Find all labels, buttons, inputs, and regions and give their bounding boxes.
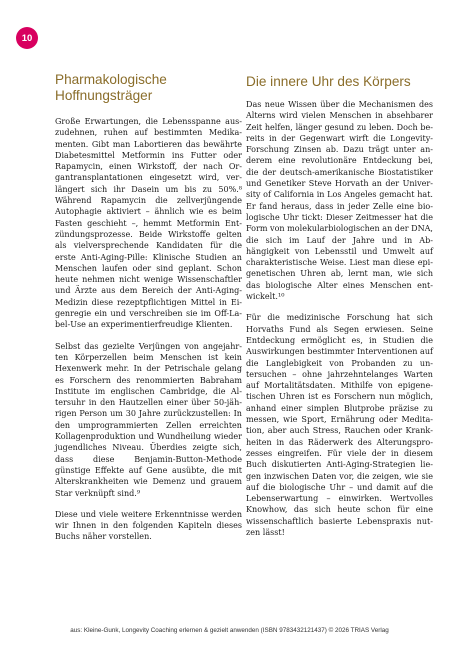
section-heading-pharmacological: Pharmakologische Hoffnungsträger bbox=[55, 72, 167, 103]
page-number-badge: 10 bbox=[16, 27, 38, 49]
paragraph: Selbst das gezielte Verjüngen von angejahrten Körperzellen beim Menschen ist kein Hexenwerk mehr. In der Petrischale gelang es Forschern des renommierten Babraham Institute im englischen Cambridge, die Altersuhr in den Hautzellen einer über 50-jährigen Person um 30 Jahre zurückzustellen: In den umprogrammierten Zellen erreichten Kollagenproduktion und Wundheilung wieder jugendliches Niveau. Überdies zeigte sich, dass diese Benjamin-Button-Methode günstige Effekte auf Gene ausübte, die mit Alterskrankheiten wie Demenz und grauem Star verknüpft sind.⁹ bbox=[55, 341, 242, 498]
left-column bbox=[55, 72, 242, 553]
section-heading-inner-clock: Die innere Uhr des Körpers bbox=[246, 74, 411, 89]
page-footer-citation: aus: Kleine-Gunk, Longevity Coaching erlernen & gezielt anwenden (ISBN 9783432121437) © 2026 TRIAS Verlag bbox=[70, 627, 389, 634]
paragraph: Das neue Wissen über die Mechanismen des Alterns wird vielen Menschen in absehbarer Zeit helfen, länger gesund zu leben. Doch bereits in der Gegenwart wirft die Longevity-Forschung Zinsen ab. Dazu trägt unter anderem eine revolutionäre Entdeckung bei, die der deutsch-amerikanische Biostatistiker und Genetiker Steve Horvath an der University of California in Los Angeles gemacht hat. Er fand heraus, dass in jeder Zelle eine biologische Uhr tickt: Dieser Zeitmesser hat die Form von molekularbiologischen an der DNA, die sich im Lauf der Jahre und in Abhängigkeit von Lebensstil und Umwelt auf charakteristische Weise. Liest man diese epigenetischen Uhren ab, lernt man, wie sich das biologische Alter eines Menschen entwickelt.¹⁰ bbox=[246, 100, 433, 302]
right-column bbox=[246, 72, 433, 548]
paragraph: Große Erwartungen, die Lebensspanne auszudehnen, ruhen auf bestimmten Medikamenten. Gibt man Labortieren das bewährte Diabetesmittel Metformin ins Futter oder Rapamycin, einen Wirkstoff, der nach Organtransplantationen eingesetzt wird, verlängert sich ihr Dasein um bis zu 50%.⁸ Während Rapamycin die zellverjüngende Autophagie aktiviert – ähnlich wie es beim Fasten geschieht –, hemmt Metformin Entzündungsprozesse. Beide Wirkstoffe gelten als vielversprechende Kandidaten für die erste Anti-Aging-Pille: Klinische Studien an Menschen laufen oder sind geplant. Schon heute nehmen nicht wenige Wissenschaftler und Ärzte aus dem Bereich der Anti-Aging-Medizin diese rezeptpflichtigen Mittel in Eigenregie ein und verschreiben sie im Off-Label-Use an experimentierfreudige Klienten. bbox=[55, 117, 242, 330]
paragraph: Diese und viele weitere Erkenntnisse werden wir Ihnen in den folgenden Kapiteln dieses Buchs näher vorstellen. bbox=[55, 509, 242, 542]
paragraph: Für die medizinische Forschung hat sich Horvaths Fund als Segen erwiesen. Seine Entdeckung ermöglicht es, in Studien die Auswirkungen bestimmter Interventionen auf die Langlebigkeit von Probanden zu untersuchen – ohne jahrzehntelanges Warten auf Mortalitätsdaten. Mithilfe von epigenetischen Uhren ist es Forschern nun möglich, anhand einer simplen Blutprobe präzise zu messen, wie Sport, Ernährung oder Meditation, aber auch Stress, Rauchen oder Krankheiten in das Räderwerk des Alterungsprozesses eingreifen. Für viele der in diesem Buch diskutierten Anti-Aging-Strategien liegen inzwischen Daten vor, die zeigen, wie sie auf die biologische Uhr – und damit auf die Lebenserwartung – einwirken. Wertvolles Knowhow, das sich heute schon für eine wissenschaftlich basierte Lebenspraxis nutzen lässt! bbox=[246, 313, 433, 537]
